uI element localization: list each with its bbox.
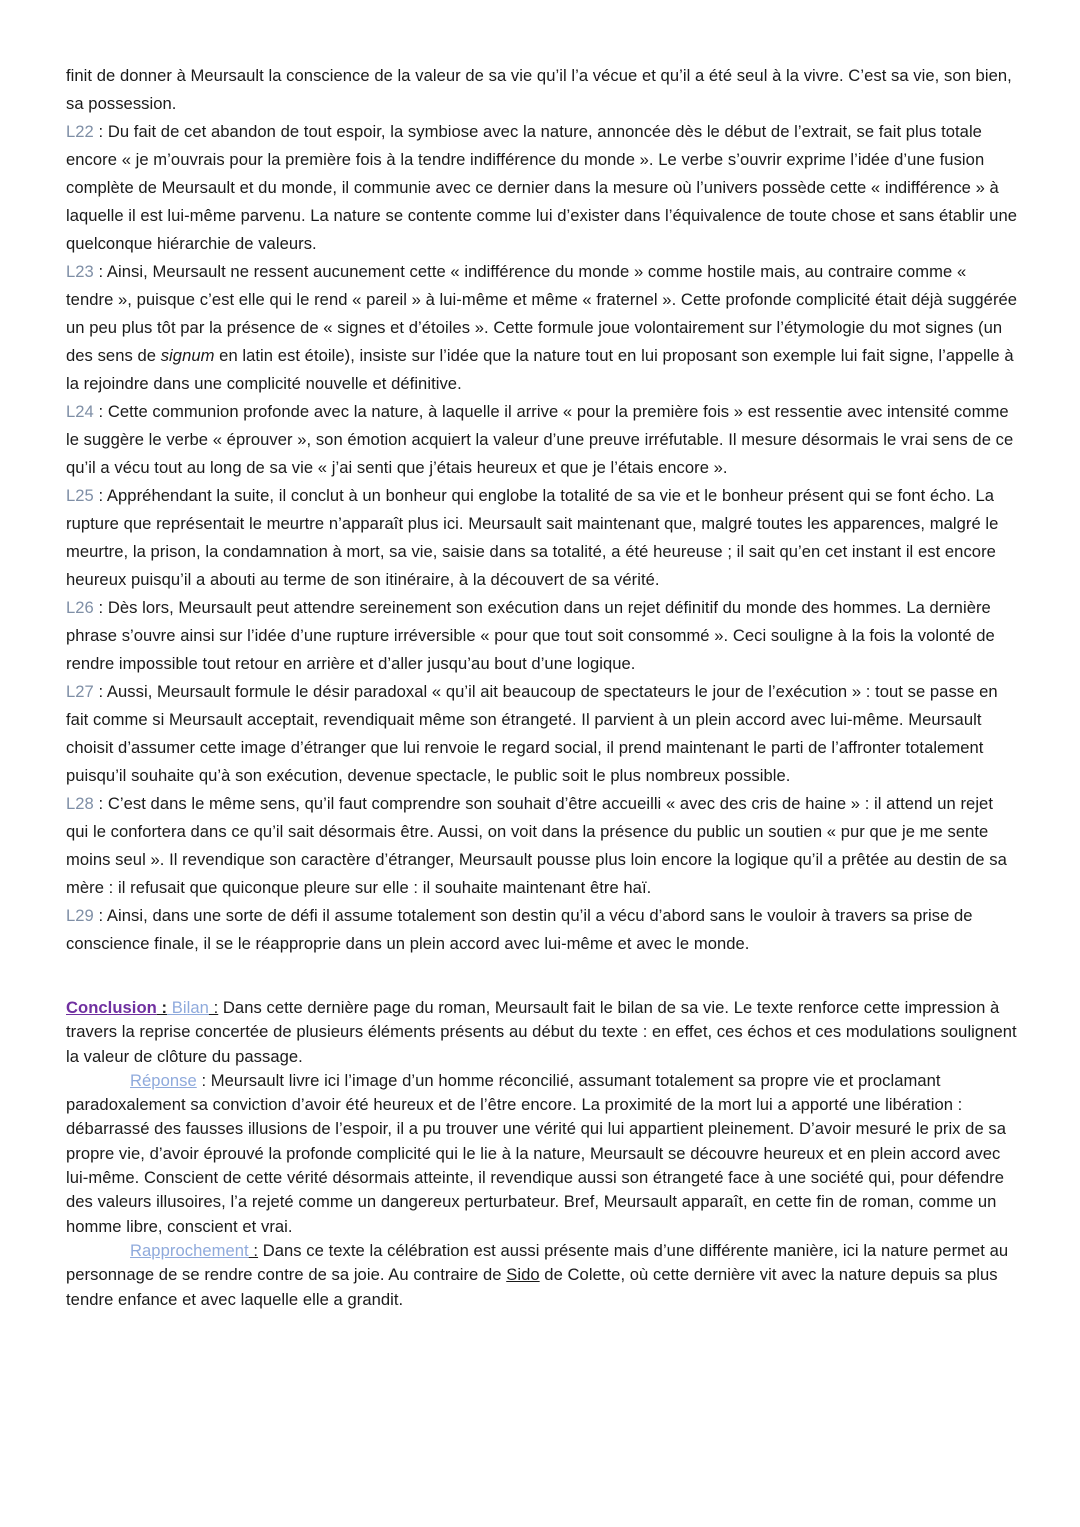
- analysis-paragraph-l27: [66, 678, 1018, 790]
- intro-paragraph: [66, 62, 1018, 118]
- paragraph-text-continued: en latin est étoile), insiste sur l’idée que la nature tout en lui proposant son exemple lui fait signe, l’appelle à la rejoindre dans une complicité nouvelle et définitive.: [66, 346, 1014, 393]
- line-number-l28: L28: [66, 794, 94, 813]
- line-number-l27: L27: [66, 682, 94, 701]
- analysis-paragraph-l26: [66, 594, 1018, 678]
- work-title-sido: Sido: [506, 1265, 540, 1285]
- intro-text: finit de donner à Meursault la conscience de la valeur de sa vie qu’il l’a vécue et qu’il a été seul à la vivre. C’est sa vie, son bien, sa possession.: [66, 66, 1012, 113]
- rapprochement-label: Rapprochement: [130, 1240, 249, 1260]
- paragraph-text: : Dès lors, Meursault peut attendre sereinement son exécution dans un rejet définitif du monde des hommes. La dernière phrase s’ouvre ainsi sur l’idée d’une rupture irréversible « pour que tout soit consommé ». Ceci souligne à la fois la volonté de rendre impossible tout retour en arrière et d’aller jusqu’au bout d’une logique.: [66, 598, 995, 673]
- line-number-l26: L26: [66, 598, 94, 617]
- conclusion-heading-colon: :: [156, 998, 168, 1017]
- rapprochement-text: Dans ce texte la célébration est aussi présente mais d’une différente manière, ici la nature permet au personnage de se rendre contre de sa joie. Au contraire de: [66, 1240, 1009, 1285]
- analysis-paragraph-l22: [66, 118, 1018, 258]
- paragraph-text: : Du fait de cet abandon de tout espoir, la symbiose avec la nature, annoncée dès le début de l’extrait, se fait plus totale encore « je m’ouvrais pour la première fois à la tendre indifférence du monde ». Le verbe s’ouvrir exprime l’idée d’une fusion complète de Meursault et du monde, il communie avec ce dernier dans la mesure où l’univers possède cette « indifférence » à laquelle il est lui-même parvenu. La nature se contente comme lui d’exister dans l’équivalence de toute chose et sans établir une quelconque hiérarchie de valeurs.: [66, 122, 1017, 253]
- bilan-colon: :: [208, 998, 219, 1017]
- analysis-paragraph-l28: [66, 790, 1018, 902]
- paragraph-text: : Appréhendant la suite, il conclut à un bonheur qui englobe la totalité de sa vie et le bonheur présent qui se font écho. La rupture que représentait le meurtre n’apparaît plus ici. Meursault sait maintenant que, malgré toutes les apparences, malgré le meurtre, la prison, la condamnation à mort, sa vie, saisie dans sa totalité, a été heureuse ; il sait qu’en cet instant il est encore heureux puisqu’il a abouti au terme de son itinéraire, à la découvert de sa vérité.: [66, 486, 999, 589]
- paragraph-text: : Ainsi, dans une sorte de défi il assume totalement son destin qu’il a vécu d’abord sans le vouloir à travers sa prise de conscience finale, il se le réapproprie dans un plein accord avec lui-même et avec le monde.: [66, 906, 973, 953]
- italic-term: signum: [160, 346, 215, 365]
- bilan-text: Dans cette dernière page du roman, Meursault fait le bilan de sa vie. Le texte renforce cette impression à travers la reprise concertée de plusieurs éléments présents au début du texte : en effet, ces échos et ces modulations soulignent la valeur de clôture du passage.: [66, 998, 1017, 1066]
- reponse-text: : Meursault livre ici l’image d’un homme réconcilié, assumant totalement sa propre vie et proclamant paradoxalement sa conviction d’avoir été heureux et de l’être encore. La proximité de la mort lui a apporté une libération : débarrassé des fausses illusions de l’espoir, il a pu trouver une vérité qui lui appartient pleinement. D’avoir mesuré le prix de sa propre vie, d’avoir éprouvé la profonde complicité qui le lie à la nature, Meursault se découvre heureux et en plein accord avec lui-même. Conscient de cette vérité désormais atteinte, il revendique aussi son étrangeté face à une société qui, pour défendre des valeurs illusoires, l’a rejeté comme un dangereux perturbateur. Bref, Meursault apparaît, en cette fin de roman, comme un homme libre, conscient et vrai.: [66, 1070, 1007, 1236]
- paragraph-text: : Aussi, Meursault formule le désir paradoxal « qu’il ait beaucoup de spectateurs le jour de l’exécution » : tout se passe en fait comme si Meursault acceptait, revendiquait même son étrangeté. Il parvient à un plein accord avec lui-même. Meursault choisit d’assumer cette image d’étranger que lui renvoie le regard social, il prend maintenant le parti de l’affronter totalement puisqu’il souhaite qu’à son exécution, devenue spectacle, le public soit le plus nombreux possible.: [66, 682, 998, 785]
- paragraph-text: : C’est dans le même sens, qu’il faut comprendre son souhait d’être accueilli « avec des cris de haine » : il attend un rejet qui le confortera dans ce qu’il sait désormais être. Aussi, on voit dans la présence du public un soutien « pur que je me sente moins seul ». Il revendique son caractère d’étranger, Meursault pousse plus loin encore la logique qu’il a prêtée au destin de sa mère : il refusait que quiconque pleure sur elle : il souhaite maintenant être haï.: [66, 794, 1007, 897]
- conclusion-reponse-paragraph: [66, 1069, 1018, 1239]
- conclusion-section: [66, 996, 1018, 1312]
- document-page: [66, 62, 1018, 1312]
- analysis-section: [66, 62, 1018, 958]
- line-number-l29: L29: [66, 906, 94, 925]
- rapprochement-text-continued: de Colette, où cette dernière vit avec la nature depuis sa plus tendre enfance et avec laquelle elle a grandit.: [66, 1265, 998, 1309]
- reponse-label: Réponse: [130, 1070, 197, 1090]
- analysis-paragraph-l24: [66, 398, 1018, 482]
- conclusion-bilan-paragraph: [66, 996, 1018, 1069]
- rapprochement-colon: :: [248, 1240, 259, 1260]
- line-number-l25: L25: [66, 486, 94, 505]
- analysis-paragraph-l25: [66, 482, 1018, 594]
- analysis-paragraph-l23: [66, 258, 1018, 398]
- line-number-l22: L22: [66, 122, 94, 141]
- line-number-l24: L24: [66, 402, 94, 421]
- bilan-label: Bilan: [167, 998, 209, 1017]
- conclusion-rapprochement-paragraph: [66, 1239, 1018, 1312]
- analysis-paragraph-l29: [66, 902, 1018, 958]
- paragraph-text: : Cette communion profonde avec la nature, à laquelle il arrive « pour la première fois » est ressentie avec intensité comme le suggère le verbe « éprouver », son émotion acquiert la valeur d’une preuve irréfutable. Il mesure désormais le vrai sens de ce qu’il a vécu tout au long de sa vie « j’ai senti que j’étais heureux et que je l’étais encore ».: [66, 402, 1014, 477]
- paragraph-text: : Ainsi, Meursault ne ressent aucunement cette « indifférence du monde » comme hostile mais, au contraire comme « tendre », puisque c’est elle qui le rend « pareil » à lui-même et même « fraternel ». Cette profonde complicité était déjà suggérée un peu plus tôt par la présence de « signes et d’étoiles ». Cette formule joue volontairement sur l’étymologie du mot signes (un des sens de: [66, 262, 1018, 365]
- line-number-l23: L23: [66, 262, 94, 281]
- conclusion-heading: Conclusion: [66, 998, 157, 1017]
